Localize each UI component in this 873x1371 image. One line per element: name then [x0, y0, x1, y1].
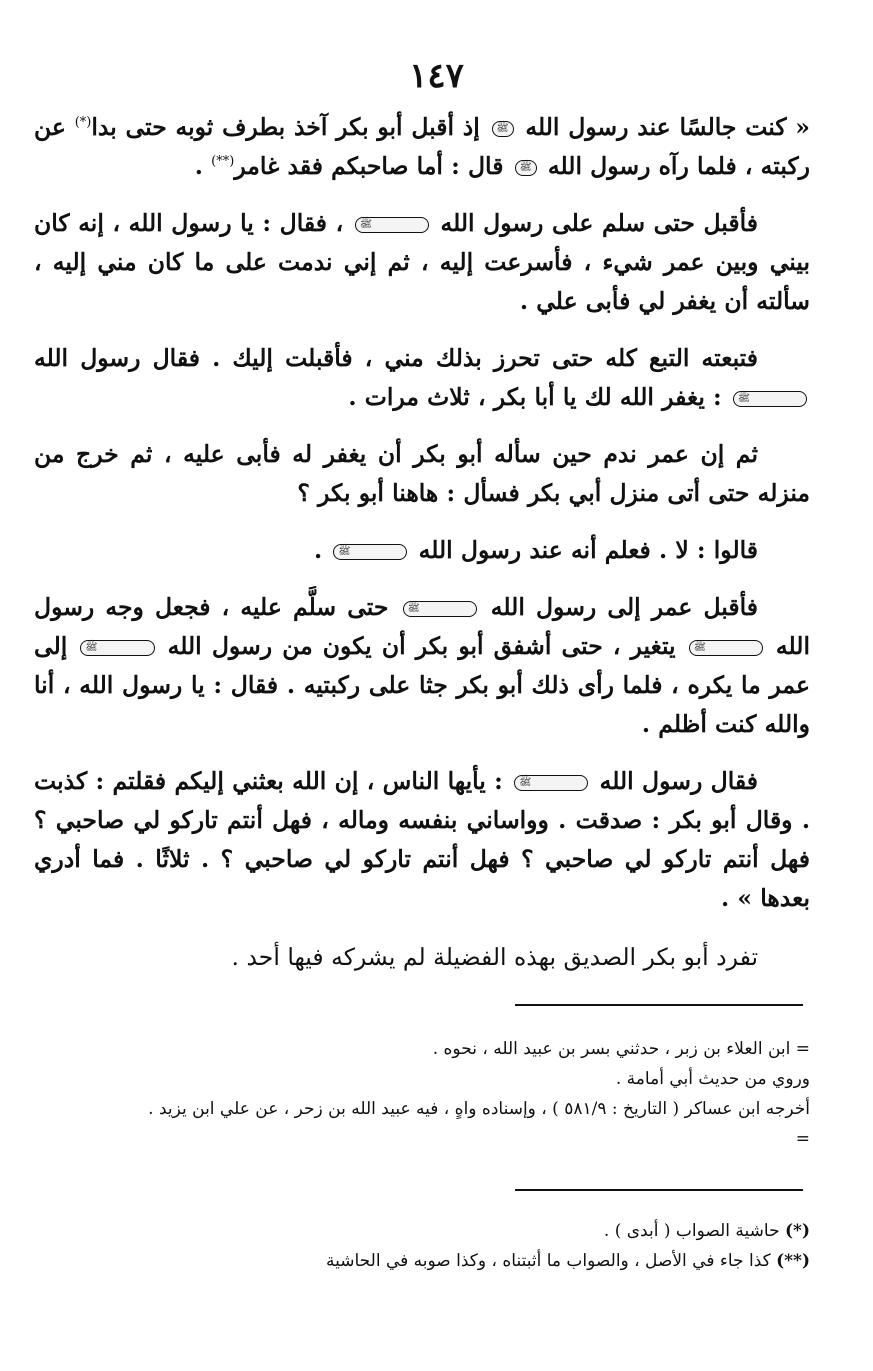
footnote — [40, 1248, 810, 1274]
salla-seal-icon: ﷺ — [403, 601, 477, 617]
text-run: قالوا : لا . فعلم أنه عند رسول الله — [410, 536, 758, 564]
note-line: وروي من حديث أبي أمامة . — [615, 1069, 810, 1089]
main-text — [34, 108, 810, 995]
text-run: : يغفر الله لك يا أبا بكر ، ثلاث مرات . — [348, 383, 730, 411]
footnote-text: حاشية الصواب ( أبدى ) . — [603, 1221, 786, 1241]
text-run: ، فقال : يا رسول الله ، إنه كان بيني وبين عمر شيء ، فأسرعت إليه ، ثم إني ندمت على ما كان مني إليه ، سألته أن يغفر لي فأبى علي . — [34, 209, 810, 315]
paragraph-7 — [34, 762, 810, 918]
page-number: ١٤٧ — [409, 56, 464, 96]
text-run: حتى سلَّم عليه ، فجعل وجه رسول الله — [34, 593, 810, 660]
paragraph-1 — [34, 108, 810, 186]
text-run: عن ركبته ، فلما رآه رسول الله — [34, 113, 810, 180]
paragraph-2 — [34, 204, 810, 321]
footnote-divider — [515, 1189, 803, 1191]
salla-seal-icon: ﷺ — [689, 640, 763, 656]
salla-seal-icon: ﷺ — [333, 544, 407, 560]
footnote-divider — [515, 1004, 803, 1006]
paragraph-4 — [34, 435, 810, 513]
note-line: = ابن العلاء بن زبر ، حدثني بسر بن عبيد الله ، نحوه . — [432, 1039, 810, 1059]
note-line: أخرجه ابن عساكر ( التاريخ : ٥٨١/٩ ) ، وإسناده واهٍ ، فيه عبيد الله بن زحر ، عن علي ابن يزيد . — [148, 1099, 810, 1119]
salla-seal-icon: ﷺ — [492, 121, 514, 137]
footnote-ref: (**) — [211, 154, 235, 170]
salla-seal-icon: ﷺ — [515, 160, 537, 176]
text-run: فأقبل عمر إلى رسول الله — [479, 593, 758, 621]
conclusion: تفرد أبو بكر الصديق بهذه الفضيلة لم يشركه فيها أحد . — [231, 943, 758, 971]
footnotes — [40, 1218, 810, 1278]
footnote — [40, 1218, 810, 1244]
salla-seal-icon: ﷺ — [355, 217, 429, 233]
footnote-ref: (*) — [74, 115, 92, 131]
text-run: ثم إن عمر ندم حين سأله أبو بكر أن يغفر له فأبى عليه ، ثم خرج من منزله حتى أتى منزل أبي بكر فسأل : هاهنا أبو بكر ؟ — [34, 440, 810, 507]
text-run: فتبعته التبع كله حتى تحرز بذلك مني ، فأقبلت إليك . فقال رسول الله — [34, 344, 758, 372]
text-run: إلى عمر ما يكره ، فلما رأى ذلك أبو بكر جثا على ركبتيه . فقال : يا رسول الله ، أنا والله كنت أظلم . — [34, 632, 810, 738]
footnote-marker: (**) — [776, 1251, 810, 1271]
salla-seal-icon: ﷺ — [733, 391, 807, 407]
paragraph-5 — [34, 531, 810, 570]
note-line: = — [795, 1129, 810, 1149]
paragraph-3 — [34, 339, 810, 417]
salla-seal-icon: ﷺ — [514, 775, 588, 791]
footnote-marker: (*) — [785, 1221, 810, 1241]
text-run: قال : أما صاحبكم فقد غامر — [234, 152, 512, 180]
text-run: : يأيها الناس ، إن الله بعثني إليكم فقلتم : كذبت . وقال أبو بكر : صدقت . وواساني بنفسه وماله ، فهل أنتم تاركو لي صاحبي ؟ فهل أنتم تاركو لي صاحبي ؟ فهل أنتم تاركو لي صاحبي ؟ . ثلاثًا . فما أدري بعدها » . — [34, 767, 810, 912]
paragraph-6 — [34, 588, 810, 744]
text-run: فقال رسول الله — [591, 767, 758, 795]
continued-notes — [40, 1036, 810, 1156]
text-run: . — [313, 536, 331, 564]
text-run: « كنت جالسًا عند رسول الله — [516, 113, 810, 141]
text-run: فأقبل حتى سلم على رسول الله — [431, 209, 758, 237]
text-run: . — [194, 152, 212, 180]
text-run: إذ أقبل أبو بكر آخذ بطرف ثوبه حتى بدا — [91, 113, 489, 141]
salla-seal-icon: ﷺ — [80, 640, 154, 656]
footnote-text: كذا جاء في الأصل ، والصواب ما أثبتناه ، وكذا صوبه في الحاشية — [326, 1251, 777, 1271]
text-run: يتغير ، حتى أشفق أبو بكر أن يكون من رسول الله — [157, 632, 686, 660]
